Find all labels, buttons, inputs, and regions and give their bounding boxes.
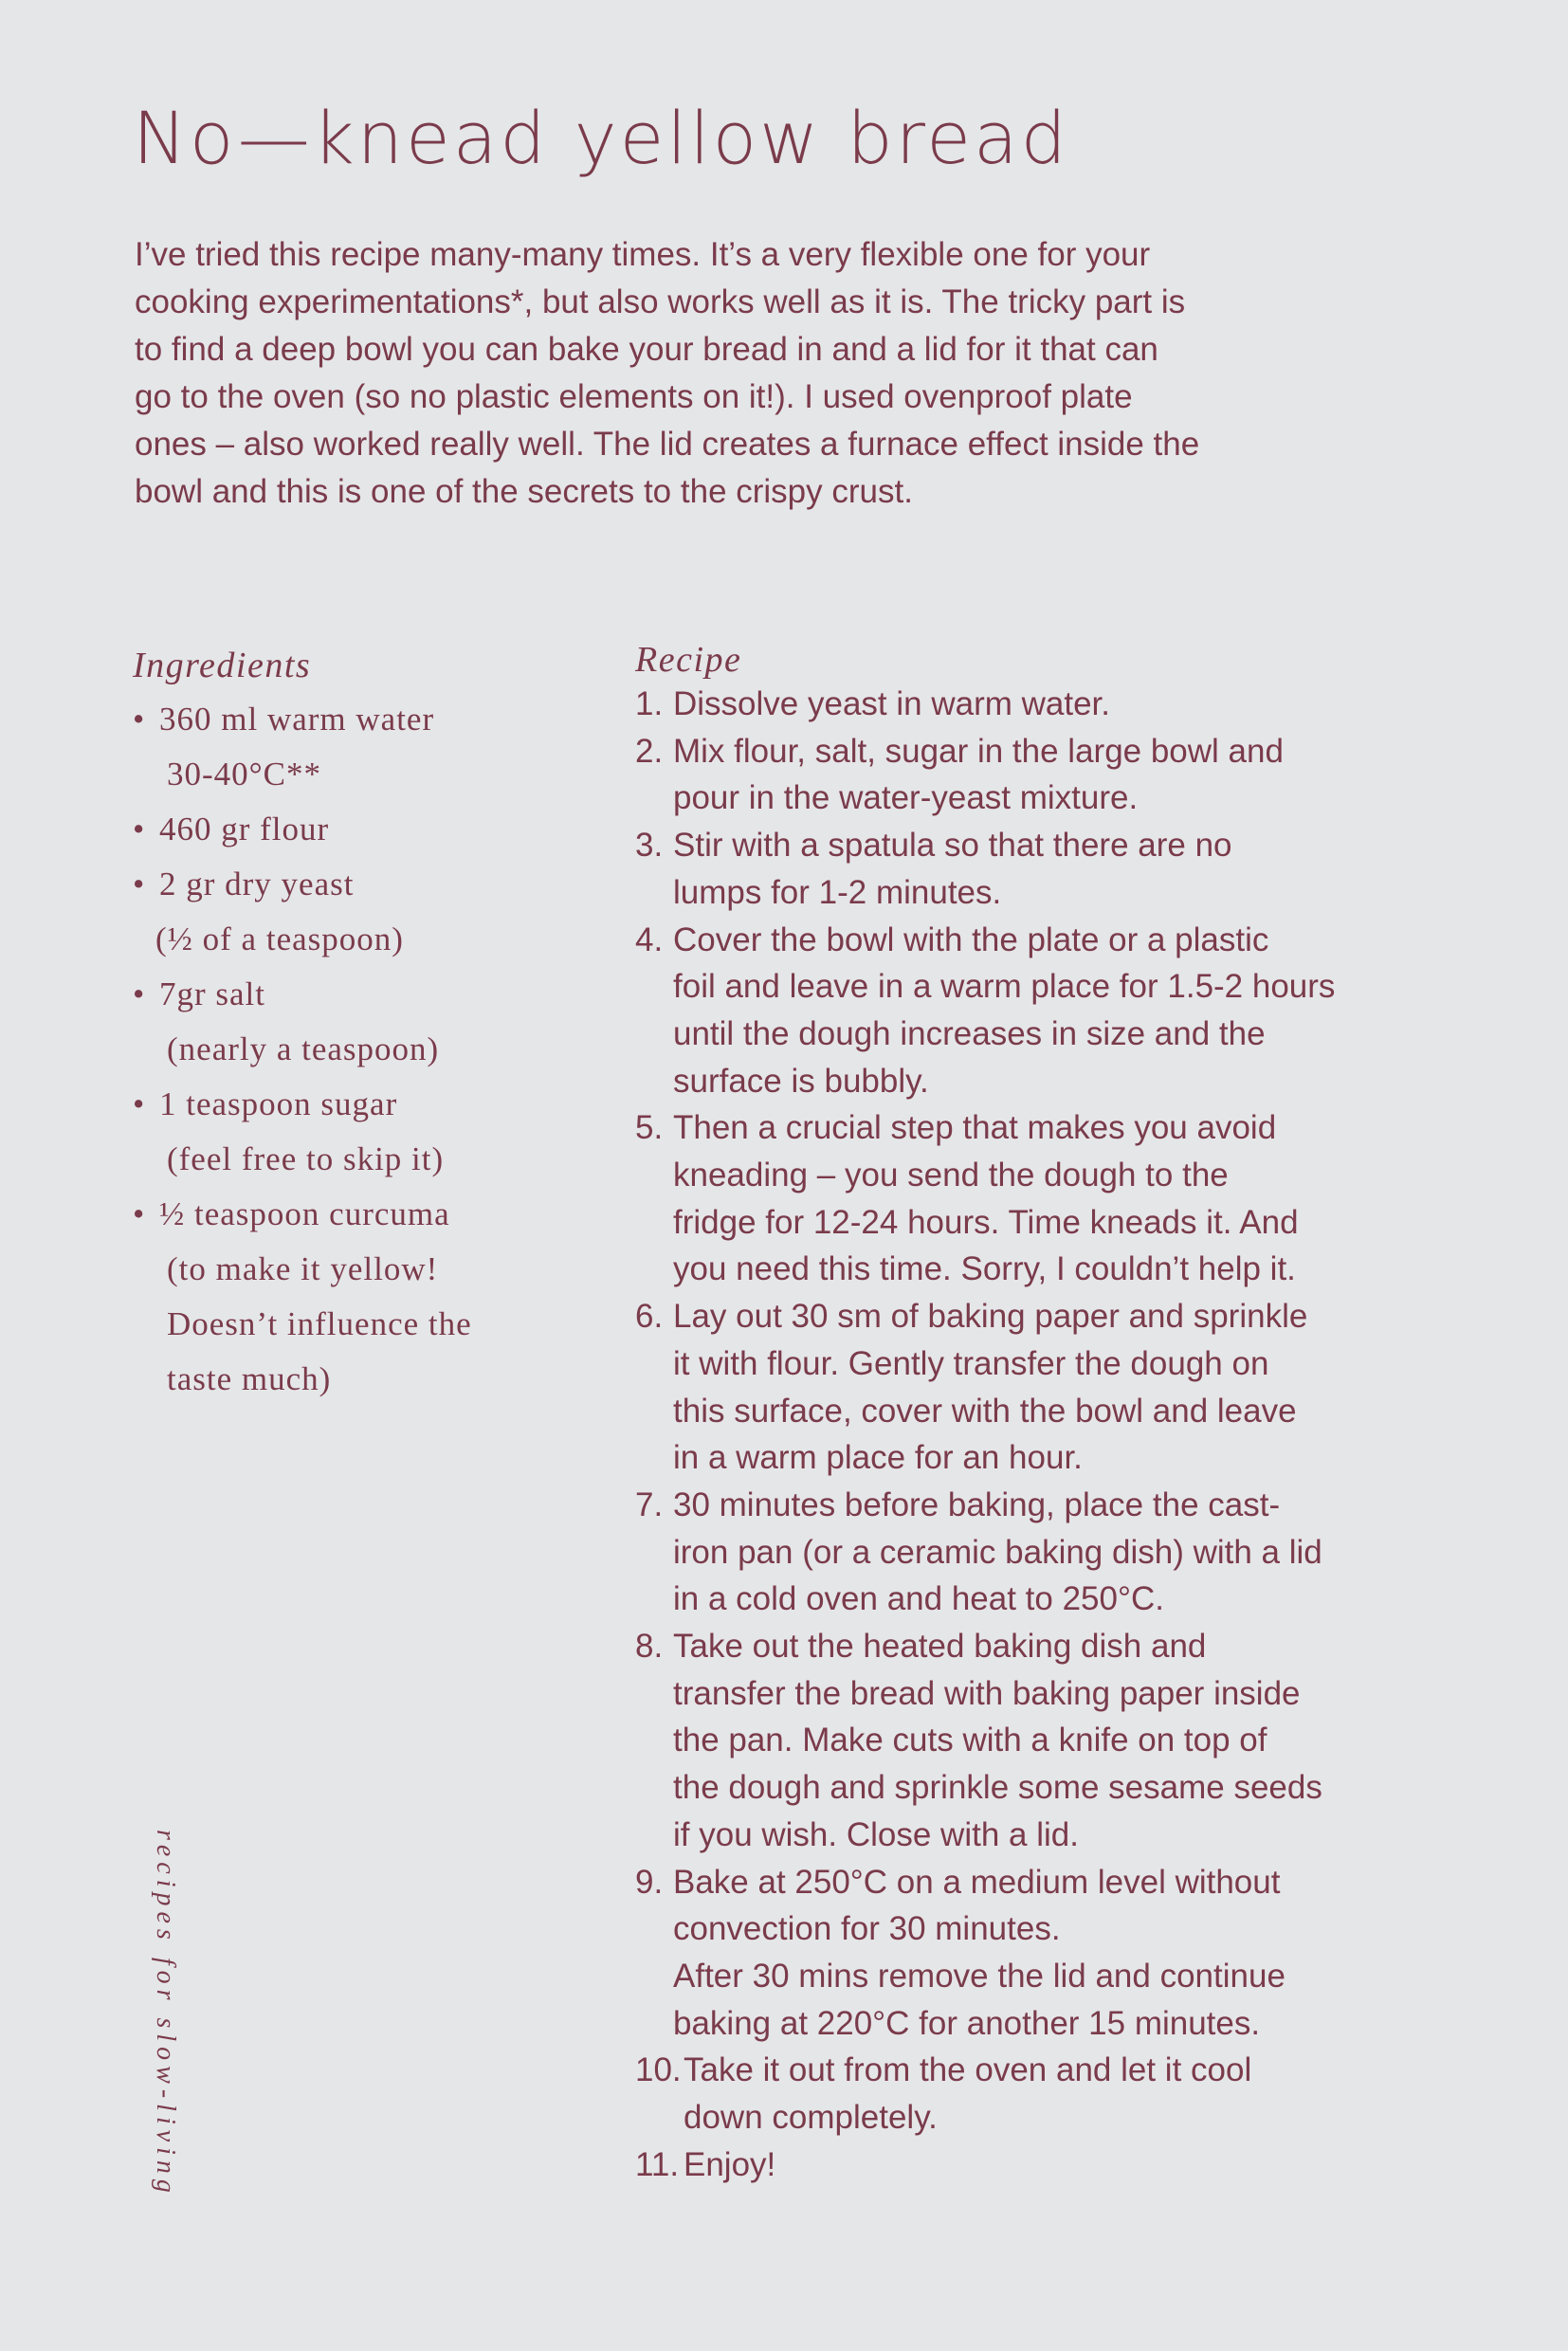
recipe-step: [635, 1623, 1450, 1859]
step-text: kneading – you send the dough to the: [673, 1157, 1229, 1194]
ingredients-heading: Ingredients: [133, 646, 312, 685]
step-text: 30 minutes before baking, place the cast-: [673, 1485, 1281, 1523]
step-text: Bake at 250°C on a medium level without: [673, 1863, 1281, 1901]
step-text: lumps for 1-2 minutes.: [673, 873, 1002, 911]
step-text: After 30 mins remove the lid and continue: [673, 1957, 1285, 1995]
ingredient-item: [133, 692, 607, 802]
ingredient-text: 360 ml warm water: [159, 701, 435, 738]
step-text: down completely.: [684, 2099, 938, 2137]
step-text: iron pan (or a ceramic baking dish) with a lid: [673, 1533, 1322, 1571]
step-text: in a warm place for an hour.: [673, 1439, 1083, 1477]
bullet-icon: •: [133, 701, 146, 738]
ingredient-text: 460 gr flour: [159, 811, 330, 847]
ingredients-section: [133, 639, 607, 1407]
step-text: it with flour. Gently transfer the dough on: [673, 1344, 1269, 1382]
intro-line: bowl and this is one of the secrets to the crispy crust.: [135, 473, 913, 510]
intro-line: cooking experimentations*, but also works well as it is. The tricky part is: [135, 283, 1186, 320]
recipe-step: [635, 2047, 1450, 2141]
step-text: the pan. Make cuts with a knife on top of: [673, 1722, 1267, 1759]
step-number: 6.: [635, 1298, 664, 1336]
ingredient-text: 1 teaspoon sugar: [159, 1085, 398, 1122]
bullet-icon: •: [133, 1085, 146, 1122]
step-number: 11.: [635, 2145, 680, 2183]
bullet-icon: •: [133, 811, 146, 847]
recipe-step: [635, 1859, 1450, 2048]
step-text: you need this time. Sorry, I couldn’t help it.: [673, 1250, 1296, 1288]
step-text: Dissolve yeast in warm water.: [673, 685, 1110, 722]
step-number: 5.: [635, 1109, 664, 1147]
step-number: 2.: [635, 732, 664, 770]
step-text: transfer the bread with baking paper inside: [673, 1674, 1301, 1712]
recipe-step: [635, 1104, 1450, 1293]
ingredient-note: taste much): [167, 1360, 332, 1397]
ingredient-item: [133, 802, 607, 857]
step-text: pour in the water-yeast mixture.: [673, 779, 1139, 817]
recipe-heading: Recipe: [635, 640, 742, 680]
recipe-section: [635, 633, 1450, 2189]
step-number: 4.: [635, 920, 664, 958]
ingredient-text: 7gr salt: [159, 975, 266, 1012]
step-text: fridge for 12-24 hours. Time kneads it. And: [673, 1203, 1299, 1241]
step-text: Stir with a spatula so that there are no: [673, 827, 1232, 865]
ingredient-text: 2 gr dry yeast: [159, 866, 355, 902]
intro-line: ones – also worked really well. The lid creates a furnace effect inside the: [135, 426, 1200, 463]
step-text: Then a crucial step that makes you avoid: [673, 1109, 1277, 1147]
step-text: Mix flour, salt, sugar in the large bowl and: [673, 732, 1284, 770]
step-text: Enjoy!: [684, 2145, 776, 2183]
ingredient-note: (feel free to skip it): [167, 1140, 445, 1177]
recipe-step: [635, 728, 1450, 822]
recipe-step: [635, 1482, 1450, 1623]
step-number: 7.: [635, 1485, 664, 1523]
step-text: until the dough increases in size and the: [673, 1014, 1266, 1052]
step-text: Take it out from the oven and let it cool: [684, 2051, 1252, 2089]
ingredient-item: [133, 967, 607, 1077]
step-text: Lay out 30 sm of baking paper and sprinkle: [673, 1298, 1308, 1336]
intro-line: I’ve tried this recipe many-many times. It’s a very flexible one for your: [135, 236, 1151, 273]
page-title: No—knead yellow bread: [133, 96, 1069, 180]
recipe-step: [635, 917, 1450, 1105]
step-text: Cover the bowl with the plate or a plastic: [673, 920, 1269, 958]
step-text: convection for 30 minutes.: [673, 1910, 1061, 1948]
recipe-step: [635, 822, 1450, 916]
ingredient-item: [133, 857, 607, 967]
ingredient-item: [133, 1187, 607, 1407]
step-text: baking at 220°C for another 15 minutes.: [673, 2004, 1261, 2042]
ingredient-text: ½ teaspoon curcuma: [159, 1195, 450, 1232]
recipe-step: [635, 681, 1450, 728]
recipe-step: [635, 2141, 1450, 2189]
ingredient-note: (to make it yellow!: [167, 1250, 439, 1287]
ingredient-item: [133, 1077, 607, 1187]
intro-line: to find a deep bowl you can bake your bread in and a lid for it that can: [135, 331, 1158, 368]
ingredient-note: Doesn’t influence the: [167, 1305, 472, 1342]
ingredient-note: (½ of a teaspoon): [155, 920, 404, 957]
side-caption: recipes for slow-living: [151, 1830, 180, 2198]
ingredient-note: 30-40°C**: [167, 756, 321, 793]
step-number: 10.: [635, 2051, 682, 2089]
step-text: surface is bubbly.: [673, 1062, 929, 1100]
bullet-icon: •: [133, 866, 146, 902]
step-number: 1.: [635, 685, 664, 722]
step-number: 9.: [635, 1863, 664, 1901]
step-text: in a cold oven and heat to 250°C.: [673, 1580, 1164, 1618]
step-text: this surface, cover with the bowl and leave: [673, 1392, 1297, 1430]
ingredients-list: [133, 692, 607, 1407]
step-text: Take out the heated baking dish and: [673, 1628, 1207, 1666]
intro-line: go to the oven (so no plastic elements on it!). I used ovenproof plate: [135, 378, 1133, 415]
recipe-step: [635, 1293, 1450, 1482]
step-text: foil and leave in a warm place for 1.5-2 hours: [673, 968, 1336, 1006]
recipe-steps: [635, 681, 1450, 2189]
step-number: 3.: [635, 827, 664, 865]
bullet-icon: •: [133, 1195, 146, 1232]
step-text: the dough and sprinkle some sesame seeds: [673, 1769, 1322, 1807]
intro-paragraph: [135, 231, 1443, 516]
step-text: if you wish. Close with a lid.: [673, 1815, 1079, 1853]
ingredient-note: (nearly a teaspoon): [167, 1030, 440, 1067]
bullet-icon: •: [133, 975, 146, 1012]
step-number: 8.: [635, 1628, 664, 1666]
